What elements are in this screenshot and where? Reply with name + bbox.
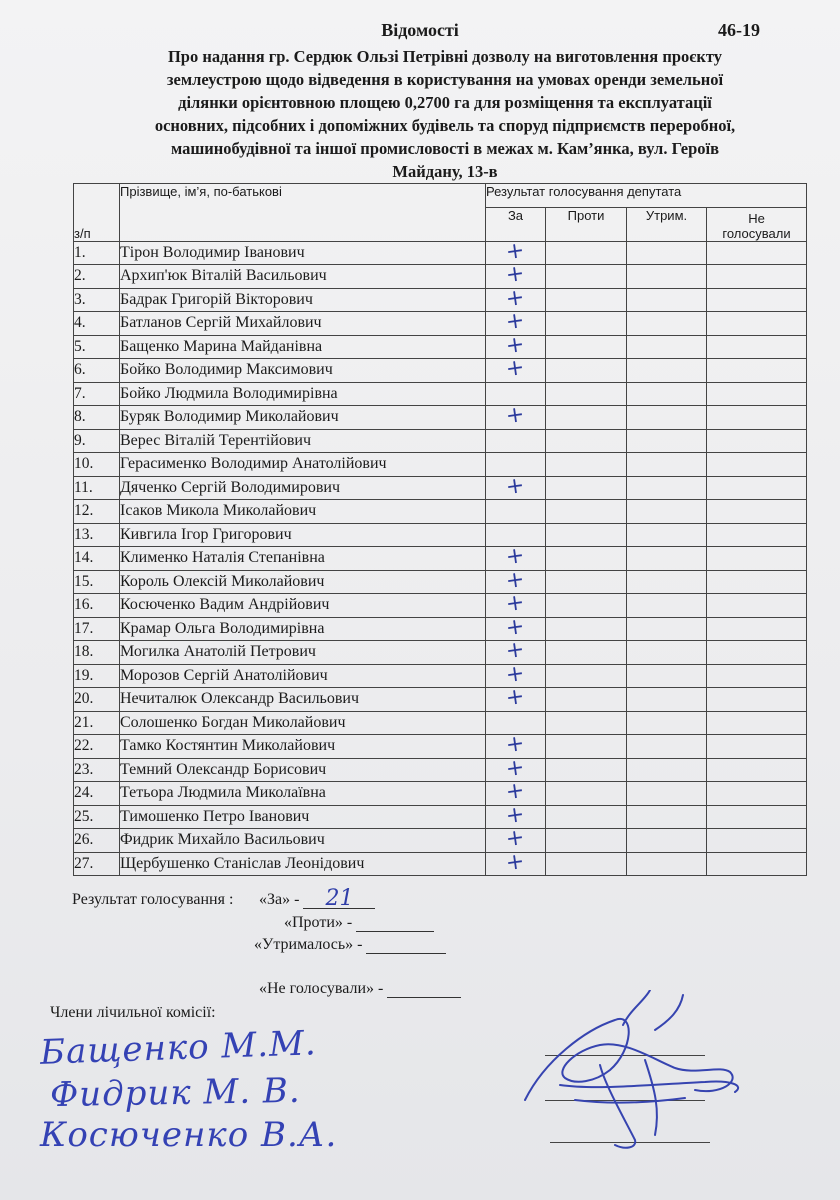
- vote-for-cell: [486, 825, 546, 853]
- vote-not-voted-cell: [707, 382, 807, 406]
- column-header-result: Результат голосування депутата: [486, 184, 807, 208]
- row-number: 24.: [74, 782, 120, 806]
- row-number: 7.: [74, 382, 120, 406]
- vote-abstain-cell: [627, 735, 707, 759]
- vote-for-cell: [486, 355, 546, 383]
- vote-mark: +: [504, 731, 527, 759]
- vote-not-voted-cell: [707, 641, 807, 665]
- summary-abstain: [254, 936, 446, 954]
- table-row: [74, 641, 807, 665]
- column-header-number: з/п: [74, 184, 120, 242]
- row-number: 18.: [74, 641, 120, 665]
- commission-member-signature: Бащенко М.М.: [39, 1023, 318, 1073]
- summary-against: [284, 914, 434, 932]
- vote-abstain-cell: [627, 829, 707, 853]
- table-row: [74, 523, 807, 547]
- vote-against-cell: [546, 312, 627, 336]
- vote-mark: +: [504, 848, 527, 876]
- vote-against-cell: [546, 547, 627, 571]
- table-row: [74, 688, 807, 712]
- row-number: 9.: [74, 429, 120, 453]
- deputy-name: Кивгила Ігор Григорович: [120, 523, 486, 547]
- vote-abstain-cell: [627, 359, 707, 383]
- deputy-name: Солошенко Богдан Миколайович: [120, 711, 486, 735]
- vote-not-voted-cell: [707, 758, 807, 782]
- vote-abstain-cell: [627, 476, 707, 500]
- table-row: [74, 265, 807, 289]
- summary-abstain-blank: [366, 937, 446, 954]
- summary-for-label: «За» -: [259, 891, 300, 908]
- vote-not-voted-cell: [707, 805, 807, 829]
- row-number: 11.: [74, 476, 120, 500]
- vote-for-cell: [486, 637, 546, 665]
- deputy-name: Бойко Людмила Володимирівна: [120, 382, 486, 406]
- vote-abstain-cell: [627, 594, 707, 618]
- vote-for-cell: [486, 429, 546, 453]
- deputy-name: Клименко Наталія Степанівна: [120, 547, 486, 571]
- vote-mark: +: [504, 590, 527, 618]
- vote-for-cell: [486, 590, 546, 618]
- deputy-name: Нечиталюк Олександр Васильович: [120, 688, 486, 712]
- vote-not-voted-cell: [707, 406, 807, 430]
- vote-for-cell: [486, 684, 546, 712]
- row-number: 6.: [74, 359, 120, 383]
- vote-mark: +: [504, 613, 527, 641]
- vote-mark: +: [504, 566, 527, 594]
- row-number: 15.: [74, 570, 120, 594]
- vote-for-cell: [486, 453, 546, 477]
- vote-for-cell: [486, 308, 546, 336]
- subject-line: основних, підсобних і допоміжних будівель та споруд підприємств переробної,: [154, 116, 736, 135]
- deputy-name: Фидрик Михайло Васильович: [120, 829, 486, 853]
- vote-abstain-cell: [627, 382, 707, 406]
- vote-not-voted-cell: [707, 241, 807, 265]
- vote-against-cell: [546, 852, 627, 876]
- table-row: [74, 829, 807, 853]
- deputy-name: Тетьора Людмила Миколаївна: [120, 782, 486, 806]
- vote-for-cell: [486, 543, 546, 571]
- vote-not-voted-cell: [707, 547, 807, 571]
- row-number: 23.: [74, 758, 120, 782]
- deputy-name: Косюченко Вадим Андрійович: [120, 594, 486, 618]
- row-number: 2.: [74, 265, 120, 289]
- subject-line: Про надання гр. Сердюк Ользі Петрівні дозволу на виготовлення проєкту: [167, 47, 723, 66]
- table-row: [74, 359, 807, 383]
- summary-not-voted: [259, 980, 461, 998]
- vote-for-cell: [486, 261, 546, 289]
- signature-scribble: [505, 990, 765, 1160]
- column-header-abstain: Утрим.: [627, 207, 707, 241]
- table-row: [74, 335, 807, 359]
- vote-mark: +: [504, 543, 527, 571]
- vote-against-cell: [546, 735, 627, 759]
- vote-for-cell: [486, 778, 546, 806]
- summary-abstain-label: «Утрималось» -: [254, 936, 363, 953]
- deputy-name: Тірон Володимир Іванович: [120, 241, 486, 265]
- vote-for-cell: [486, 402, 546, 430]
- vote-not-voted-cell: [707, 359, 807, 383]
- vote-abstain-cell: [627, 711, 707, 735]
- row-number: 27.: [74, 852, 120, 876]
- document-number: 46-19: [718, 20, 760, 40]
- vote-against-cell: [546, 359, 627, 383]
- vote-for-cell: [486, 848, 546, 876]
- row-number: 17.: [74, 617, 120, 641]
- deputy-name: Крамар Ольга Володимирівна: [120, 617, 486, 641]
- vote-not-voted-cell: [707, 711, 807, 735]
- vote-against-cell: [546, 265, 627, 289]
- row-number: 22.: [74, 735, 120, 759]
- row-number: 14.: [74, 547, 120, 571]
- vote-against-cell: [546, 711, 627, 735]
- vote-against-cell: [546, 288, 627, 312]
- vote-abstain-cell: [627, 852, 707, 876]
- vote-mark: +: [504, 308, 527, 336]
- voting-table: [73, 183, 807, 876]
- row-number: 8.: [74, 406, 120, 430]
- vote-abstain-cell: [627, 241, 707, 265]
- deputy-name: Тимошенко Петро Іванович: [120, 805, 486, 829]
- deputy-name: Темний Олександр Борисович: [120, 758, 486, 782]
- row-number: 5.: [74, 335, 120, 359]
- vote-abstain-cell: [627, 453, 707, 477]
- commission-member-signature: Фидрик М. В.: [49, 1070, 302, 1116]
- vote-abstain-cell: [627, 406, 707, 430]
- summary-against-blank: [356, 915, 434, 932]
- vote-against-cell: [546, 476, 627, 500]
- document-subject: [100, 45, 790, 183]
- table-row: [74, 547, 807, 571]
- deputy-name: Герасименко Володимир Анатолійович: [120, 453, 486, 477]
- table-row: [74, 758, 807, 782]
- vote-mark: +: [504, 660, 527, 688]
- vote-mark: +: [504, 355, 527, 383]
- commission-member-signature: Косюченко В.А.: [40, 1115, 338, 1155]
- column-header-name: Прізвище, ім’я, по-батькові: [120, 184, 486, 242]
- table-row: [74, 570, 807, 594]
- vote-against-cell: [546, 617, 627, 641]
- vote-abstain-cell: [627, 758, 707, 782]
- summary-not-voted-label: «Не голосували» -: [259, 980, 384, 997]
- vote-not-voted-cell: [707, 453, 807, 477]
- vote-mark: +: [504, 261, 527, 289]
- summary-not-voted-blank: [387, 981, 461, 998]
- vote-mark: +: [504, 684, 527, 712]
- deputy-name: Король Олексій Миколайович: [120, 570, 486, 594]
- commission-label: Члени лічильної комісії:: [50, 1004, 216, 1021]
- vote-against-cell: [546, 782, 627, 806]
- vote-not-voted-cell: [707, 288, 807, 312]
- table-row: [74, 594, 807, 618]
- vote-not-voted-cell: [707, 594, 807, 618]
- summary-against-label: «Проти» -: [284, 914, 353, 931]
- table-row: [74, 406, 807, 430]
- vote-against-cell: [546, 570, 627, 594]
- vote-mark: +: [504, 825, 527, 853]
- deputy-name: Могилка Анатолій Петрович: [120, 641, 486, 665]
- vote-abstain-cell: [627, 570, 707, 594]
- summary-for-blank: [303, 886, 375, 911]
- deputy-name: Буряк Володимир Миколайович: [120, 406, 486, 430]
- deputy-name: Бащенко Марина Майданівна: [120, 335, 486, 359]
- vote-against-cell: [546, 829, 627, 853]
- table-row: [74, 617, 807, 641]
- vote-against-cell: [546, 335, 627, 359]
- summary-for: [259, 886, 375, 911]
- row-number: 12.: [74, 500, 120, 524]
- row-number: 20.: [74, 688, 120, 712]
- row-number: 1.: [74, 241, 120, 265]
- row-number: 13.: [74, 523, 120, 547]
- vote-abstain-cell: [627, 805, 707, 829]
- deputy-name: Дяченко Сергій Володимирович: [120, 476, 486, 500]
- vote-against-cell: [546, 688, 627, 712]
- row-number: 10.: [74, 453, 120, 477]
- table-row: [74, 453, 807, 477]
- vote-mark: +: [504, 754, 527, 782]
- table-row: [74, 782, 807, 806]
- vote-against-cell: [546, 453, 627, 477]
- vote-against-cell: [546, 641, 627, 665]
- vote-not-voted-cell: [707, 312, 807, 336]
- vote-not-voted-cell: [707, 429, 807, 453]
- vote-not-voted-cell: [707, 664, 807, 688]
- column-header-not-voted: [707, 207, 807, 241]
- table-row: [74, 288, 807, 312]
- deputy-name: Щербушенко Станіслав Леонідович: [120, 852, 486, 876]
- row-number: 3.: [74, 288, 120, 312]
- deputy-name: Батланов Сергій Михайлович: [120, 312, 486, 336]
- vote-for-cell: [486, 731, 546, 759]
- vote-not-voted-cell: [707, 523, 807, 547]
- deputy-name: Верес Віталій Терентійович: [120, 429, 486, 453]
- subject-line: землеустрою щодо відведення в користування на умовах оренди земельної: [166, 70, 724, 89]
- subject-line: ділянки орієнтовною площею 0,2700 га для розміщення та експлуатації: [178, 93, 712, 112]
- row-number: 19.: [74, 664, 120, 688]
- summary-result-label: Результат голосування :: [72, 891, 234, 908]
- subject-line: машинобудівної та іншої промисловості в межах м. Кам’янка, вул. Героїв: [170, 139, 720, 158]
- deputy-name: Бадрак Григорій Вікторович: [120, 288, 486, 312]
- column-header-for: За: [486, 207, 546, 241]
- vote-against-cell: [546, 758, 627, 782]
- vote-abstain-cell: [627, 288, 707, 312]
- vote-against-cell: [546, 664, 627, 688]
- row-number: 21.: [74, 711, 120, 735]
- vote-against-cell: [546, 805, 627, 829]
- vote-against-cell: [546, 382, 627, 406]
- vote-not-voted-cell: [707, 688, 807, 712]
- table-row: [74, 735, 807, 759]
- vote-abstain-cell: [627, 664, 707, 688]
- vote-abstain-cell: [627, 782, 707, 806]
- vote-not-voted-cell: [707, 782, 807, 806]
- table-row: [74, 664, 807, 688]
- vote-mark: +: [504, 331, 527, 359]
- vote-not-voted-cell: [707, 265, 807, 289]
- table-row: [74, 241, 807, 265]
- vote-against-cell: [546, 594, 627, 618]
- vote-against-cell: [546, 523, 627, 547]
- vote-mark: +: [504, 801, 527, 829]
- deputy-name: Морозов Сергій Анатолійович: [120, 664, 486, 688]
- document-title: Відомості: [381, 20, 459, 40]
- column-header-against: Проти: [546, 207, 627, 241]
- voting-rows: [74, 237, 807, 876]
- row-number: 26.: [74, 829, 120, 853]
- vote-abstain-cell: [627, 335, 707, 359]
- vote-abstain-cell: [627, 265, 707, 289]
- row-number: 4.: [74, 312, 120, 336]
- vote-abstain-cell: [627, 547, 707, 571]
- vote-against-cell: [546, 241, 627, 265]
- deputy-name: Ісаков Микола Миколайович: [120, 500, 486, 524]
- vote-not-voted-cell: [707, 335, 807, 359]
- vote-abstain-cell: [627, 523, 707, 547]
- vote-abstain-cell: [627, 641, 707, 665]
- table-row: [74, 711, 807, 735]
- vote-not-voted-cell: [707, 476, 807, 500]
- vote-not-voted-cell: [707, 852, 807, 876]
- deputy-name: Тамко Костянтин Миколайович: [120, 735, 486, 759]
- vote-abstain-cell: [627, 688, 707, 712]
- vote-against-cell: [546, 500, 627, 524]
- vote-not-voted-cell: [707, 617, 807, 641]
- vote-mark: +: [504, 637, 527, 665]
- vote-abstain-cell: [627, 500, 707, 524]
- vote-abstain-cell: [627, 617, 707, 641]
- vote-mark: +: [504, 778, 527, 806]
- table-row: [74, 429, 807, 453]
- vote-against-cell: [546, 406, 627, 430]
- vote-abstain-cell: [627, 429, 707, 453]
- row-number: 25.: [74, 805, 120, 829]
- subject-line: Майдану, 13-в: [392, 162, 498, 181]
- table-row: [74, 312, 807, 336]
- vote-for-cell: [486, 500, 546, 524]
- vote-not-voted-cell: [707, 735, 807, 759]
- table-row: [74, 382, 807, 406]
- table-row: [74, 852, 807, 876]
- deputy-name: Бойко Володимир Максимович: [120, 359, 486, 383]
- vote-not-voted-cell: [707, 500, 807, 524]
- summary-for-value: 21: [325, 886, 354, 911]
- table-row: [74, 805, 807, 829]
- vote-mark: +: [504, 472, 527, 500]
- deputy-name: Архип'юк Віталій Васильович: [120, 265, 486, 289]
- vote-not-voted-cell: [707, 829, 807, 853]
- column-header-not-voted-line1: Не: [748, 210, 765, 226]
- vote-not-voted-cell: [707, 570, 807, 594]
- vote-against-cell: [546, 429, 627, 453]
- column-header-not-voted-line2: голосували: [722, 225, 791, 241]
- vote-abstain-cell: [627, 312, 707, 336]
- table-row: [74, 500, 807, 524]
- vote-mark: +: [504, 284, 527, 312]
- table-row: [74, 476, 807, 500]
- vote-mark: +: [504, 237, 527, 265]
- vote-mark: +: [504, 402, 527, 430]
- row-number: 16.: [74, 594, 120, 618]
- vote-for-cell: [486, 472, 546, 500]
